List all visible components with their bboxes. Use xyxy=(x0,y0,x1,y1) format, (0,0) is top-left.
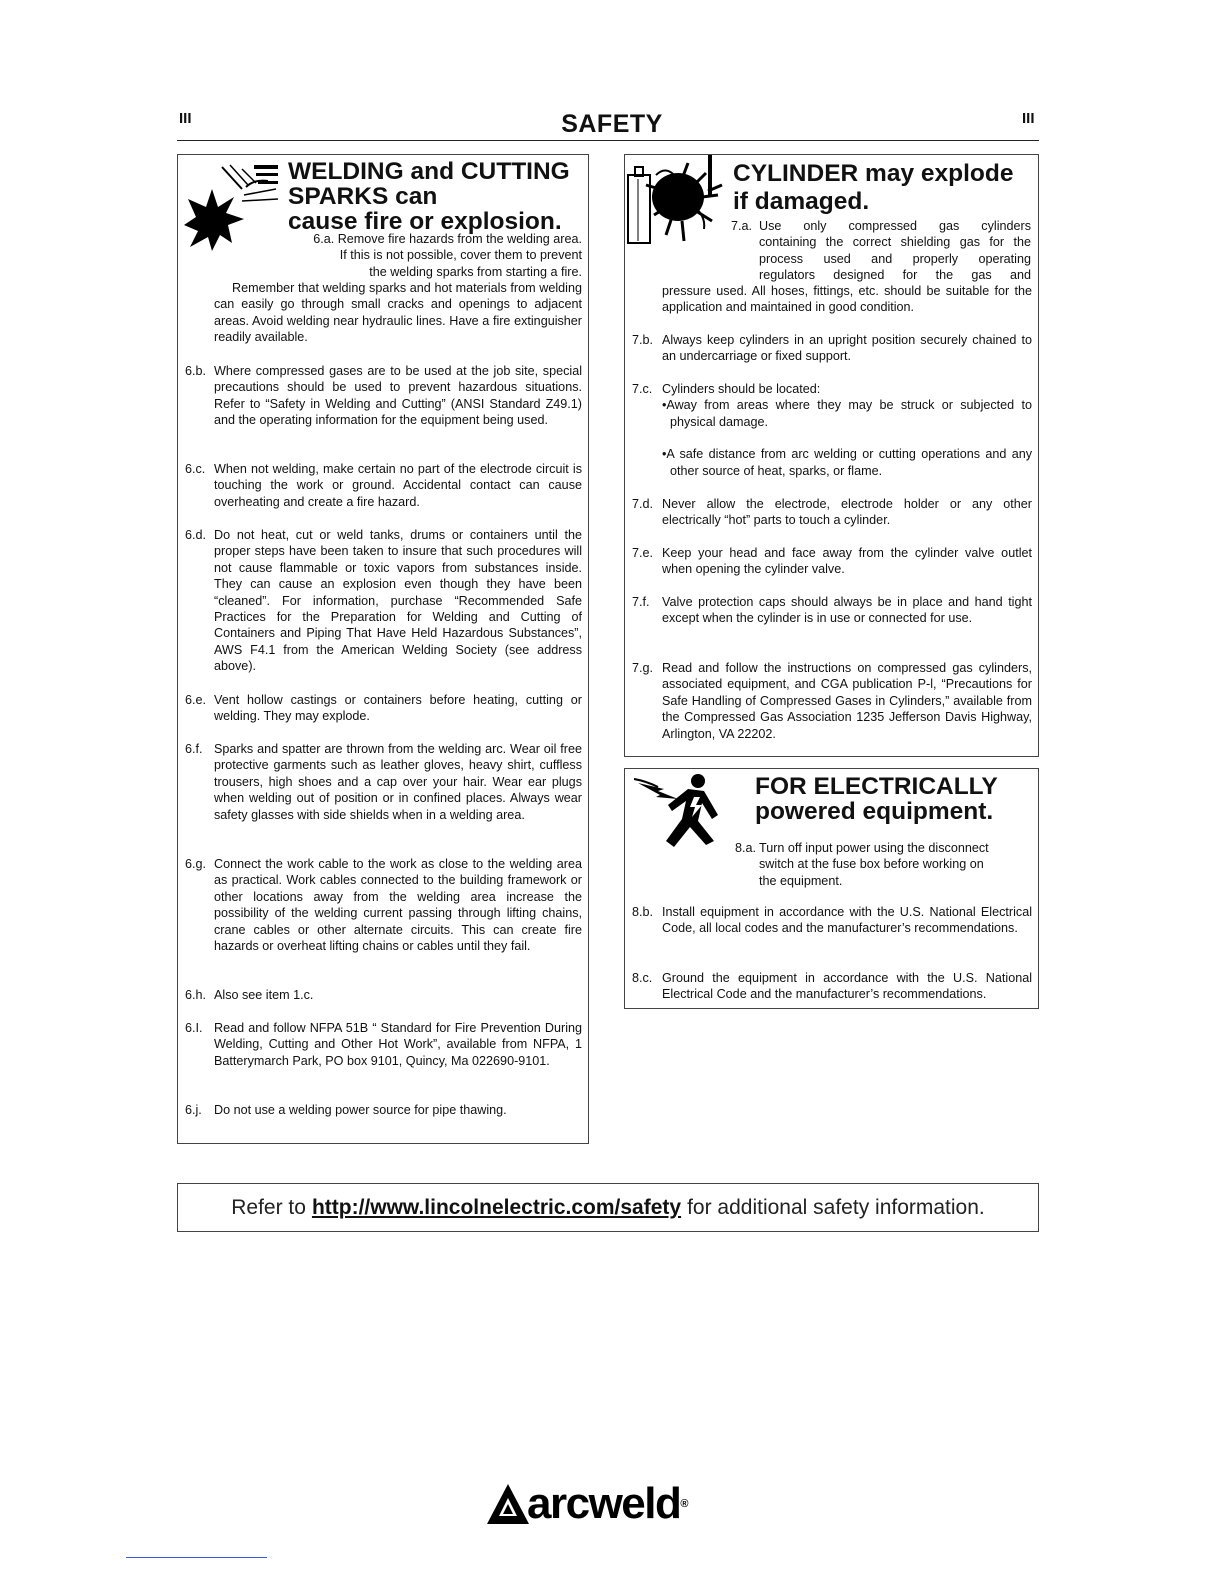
item-text: Cylinders should be located: xyxy=(662,382,821,396)
electric-shock-icon xyxy=(628,771,728,866)
footer-underline xyxy=(126,1557,267,1558)
item-7a-line1: Use only compressed gas cylinders xyxy=(759,219,1031,233)
item-number: 8.b. xyxy=(632,905,654,919)
section7-heading-line1: CYLINDER may explode xyxy=(733,160,1014,187)
page-number-right: III xyxy=(1022,110,1035,127)
item-text: Install equipment in accordance with the U.S. National Electrical Code, all local codes and the manufacturer’s recommendations. xyxy=(662,905,1032,936)
arcweld-triangle-icon xyxy=(487,1484,529,1528)
item-number: 6.I. xyxy=(185,1021,203,1035)
sparks-explosion-icon xyxy=(182,159,282,254)
list-item xyxy=(632,970,1032,1003)
item-number: 6.c. xyxy=(185,462,206,476)
item-text: Where compressed gases are to be used at the job site, special precautions should be used to prevent hazardous situations. Refer to “Safety in Welding and Cutting” (ANSI Standard Z49.1) and the operating information for the equipment being used. xyxy=(214,364,582,428)
item-number: 7.c. xyxy=(632,382,653,396)
section6-heading-line3: cause fire or explosion. xyxy=(288,208,562,235)
arcweld-logo xyxy=(487,1479,717,1530)
list-item xyxy=(632,660,1032,742)
list-item xyxy=(185,1102,582,1118)
item-number: 7.f. xyxy=(632,595,650,609)
safety-link[interactable]: http://www.lincolnelectric.com/safety xyxy=(311,1195,682,1219)
reference-suffix: for additional safety information. xyxy=(687,1195,985,1219)
item-number: 6.h. xyxy=(185,988,207,1002)
item-text: Also see item 1.c. xyxy=(214,988,314,1002)
item-text: Never allow the electrode, electrode holder or any other electrically “hot” parts to touch a cylinder. xyxy=(662,497,1032,528)
item-number: 6.g. xyxy=(185,857,207,871)
list-item xyxy=(632,496,1032,529)
list-item xyxy=(185,1020,582,1069)
item-text: Valve protection caps should always be in place and hand tight except when the cylinder is in use or connected for use. xyxy=(662,595,1032,626)
reference-box xyxy=(177,1183,1039,1232)
bullet-item: •Away from areas where they may be struck or subjected to physical damage. xyxy=(662,398,1032,429)
list-item xyxy=(185,741,582,823)
item-6a-line2: If this is not possible, cover them to prevent xyxy=(339,248,582,263)
item-8a-number: 8.a. xyxy=(735,841,757,855)
electrical-section xyxy=(624,768,1039,1009)
item-6a-rest: Remember that welding sparks and hot materials from welding can easily go through small cracks and openings to adjacent areas. Avoid welding near hydraulic lines. Have a fire extinguisher readily available. xyxy=(214,281,582,345)
item-number: 6.f. xyxy=(185,742,203,756)
section8-heading-line2: powered equipment. xyxy=(755,798,994,825)
page-number-left: III xyxy=(179,110,192,127)
item-text: Always keep cylinders in an upright position securely chained to an undercarriage or fixed support. xyxy=(662,333,1032,364)
list-item xyxy=(185,692,582,725)
item-text: Ground the equipment in accordance with the U.S. National Electrical Code and the manufacturer’s recommendations. xyxy=(662,971,1032,1002)
item-number: 6.j. xyxy=(185,1103,202,1117)
item-text: Sparks and spatter are thrown from the welding arc. Wear oil free protective garments such as leather gloves, heavy shirt, cuffless trousers, high shoes and a cap over your hair. Wear ear plugs when welding out of position or in confined places. Always wear safety glasses with side shields when in a welding area. xyxy=(214,742,582,822)
item-text: Read and follow NFPA 51B “ Standard for Fire Prevention During Welding, Cutting and Other Hot Work”, available from NFPA, 1 Batterymarch Park, PO box 9101, Quincy, Ma 022690-9101. xyxy=(214,1021,582,1068)
item-number: 8.c. xyxy=(632,971,653,985)
item-text: Do not use a welding power source for pipe thawing. xyxy=(214,1103,507,1117)
reference-prefix: Refer to xyxy=(231,1195,306,1219)
item-8a-line3: the equipment. xyxy=(759,873,843,888)
item-7a-line4: regulators designed for the gas and xyxy=(759,268,1031,283)
item-text: Keep your head and face away from the cylinder valve outlet when opening the cylinder valve. xyxy=(662,546,1032,577)
item-text: Do not heat, cut or weld tanks, drums or containers until the proper steps have been taken to insure that such procedures will not cause flammable or toxic vapors from substances inside. They can cause an explosion even though they have been “cleaned”. For information, purchase “Recommended Safe Practices for the Preparation for Welding and Cutting of Containers and Piping That Have Held Hazardous Substances”, AWS F4.1 from the American Welding Society (see address above). xyxy=(214,528,582,674)
list-item xyxy=(185,363,582,429)
item-number: 6.b. xyxy=(185,364,207,378)
item-text: Vent hollow castings or containers before heating, cutting or welding. They may explode. xyxy=(214,693,582,724)
bullet-item: •A safe distance from arc welding or cutting operations and any other source of heat, sparks, or flame. xyxy=(662,447,1032,478)
list-item xyxy=(632,594,1032,627)
item-number: 7.b. xyxy=(632,333,654,347)
item-6a-number: 6.a. xyxy=(313,232,335,246)
item-text: When not welding, make certain no part of the electrode circuit is touching the work or ground. Accidental contact can cause overheating and create a fire hazard. xyxy=(214,462,582,509)
item-6a-line1: Remove fire hazards from the welding area. xyxy=(337,232,582,246)
logo-text: arcweld xyxy=(527,1479,681,1528)
list-item xyxy=(632,904,1032,937)
registered-mark: ® xyxy=(680,1498,687,1510)
item-7a-line2: containing the correct shielding gas for the xyxy=(759,235,1031,250)
list-item xyxy=(632,545,1032,578)
section6-heading-line1: WELDING and CUTTING xyxy=(288,158,570,185)
list-item xyxy=(185,987,582,1003)
item-number: 6.e. xyxy=(185,693,207,707)
list-item xyxy=(185,461,582,510)
cylinder-section xyxy=(624,154,1039,757)
cylinder-explosion-icon xyxy=(626,155,726,247)
item-7a-rest: pressure used. All hoses, fittings, etc. should be suitable for the application and maintained in good condition. xyxy=(662,284,1032,315)
list-item xyxy=(185,856,582,954)
item-7a-number: 7.a. xyxy=(731,219,753,233)
list-item xyxy=(632,381,1032,479)
page-title: SAFETY xyxy=(561,110,663,138)
item-number: 6.d. xyxy=(185,528,207,542)
section7-heading-line2: if damaged. xyxy=(733,188,870,215)
item-8a-line1: Turn off input power using the disconnect xyxy=(759,841,989,855)
item-number: 7.e. xyxy=(632,546,654,560)
item-7a-line3: process used and properly operating xyxy=(759,251,1031,266)
list-item xyxy=(185,527,582,675)
item-number: 7.g. xyxy=(632,661,654,675)
item-6a-line3: the welding sparks from starting a fire. xyxy=(369,264,582,279)
section6-heading-line2: SPARKS can xyxy=(288,183,438,210)
item-8a-line2: switch at the fuse box before working on xyxy=(759,857,984,872)
header-divider xyxy=(177,140,1039,141)
welding-sparks-section xyxy=(177,154,589,1144)
item-text: Connect the work cable to the work as close to the welding area as practical. Work cables connected to the building framework or other locations away from the welding area increase the possibility of the welding current passing through lifting chains, crane cables or other alternate circuits. This can create fire hazards or overheat lifting chains or cables until they fail. xyxy=(214,857,582,954)
section8-heading-line1: FOR ELECTRICALLY xyxy=(755,773,998,800)
list-item xyxy=(632,332,1032,365)
item-text: Read and follow the instructions on compressed gas cylinders, associated equipment, and CGA publication P-l, “Precautions for Safe Handling of Compressed Gases in Cylinders,” available from the Compressed Gas Association 1235 Jefferson Davis Highway, Arlington, VA 22202. xyxy=(662,661,1032,741)
item-number: 7.d. xyxy=(632,497,654,511)
